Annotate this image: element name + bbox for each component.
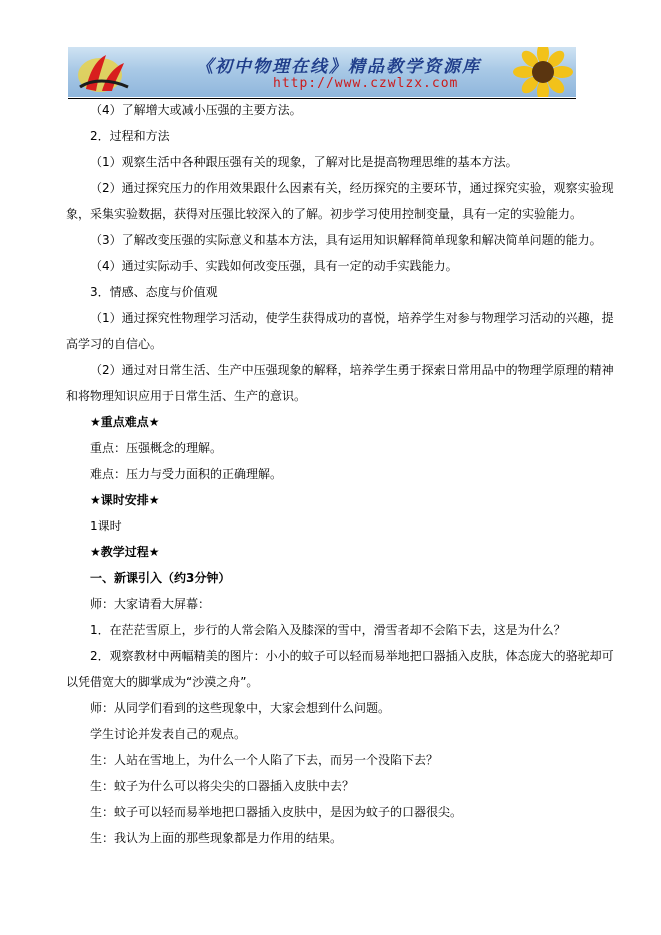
paragraph: 难点：压力与受力面积的正确理解。 (90, 467, 283, 481)
paragraph: 1课时 (90, 519, 122, 533)
paragraph: （2）通过探究压力的作用效果跟什么因素有关，经历探究的主要环节，通过探究实验，观察实验现 (90, 181, 614, 195)
section-heading: ★重点难点★ (90, 415, 160, 429)
paragraph: 和将物理知识应用于日常生活、生产的意识。 (66, 389, 307, 403)
banner-url: http://www.czwlzx.com (273, 76, 459, 91)
paragraph: （1）观察生活中各种跟压强有关的现象，了解对比是提高物理思维的基本方法。 (90, 155, 518, 169)
section-heading: 一、新课引入（约3分钟） (90, 571, 231, 585)
paragraph: 象，采集实验数据，获得对压强比较深入的了解。初步学习使用控制变量，具有一定的实验能力。 (66, 207, 583, 221)
sunflower-icon (512, 47, 574, 97)
section-heading: 2．过程和方法 (90, 129, 170, 143)
paragraph: 1．在茫茫雪原上，步行的人常会陷入及膝深的雪中，滑雪者却不会陷下去，这是为什么？ (90, 623, 566, 637)
paragraph: （2）通过对日常生活、生产中压强现象的解释，培养学生勇于探索日常用品中的物理学原理的精神 (90, 363, 614, 377)
paragraph: （1）通过探究性物理学习活动，使学生获得成功的喜悦，培养学生对参与物理学习活动的兴趣，提 (90, 311, 614, 325)
paragraph: 生：人站在雪地上，为什么一个人陷了下去，而另一个没陷下去？ (90, 753, 439, 767)
header-banner (68, 47, 576, 97)
paragraph: （4）了解增大或减小压强的主要方法。 (90, 103, 302, 117)
paragraph: 重点：压强概念的理解。 (90, 441, 223, 455)
paragraph: 师：大家请看大屏幕： (90, 597, 211, 611)
section-heading: ★教学过程★ (90, 545, 160, 559)
paragraph: （4）通过实际动手、实践如何改变压强，具有一定的动手实践能力。 (90, 259, 458, 273)
paragraph: 以凭借宽大的脚掌成为“沙漠之舟”。 (66, 675, 259, 689)
banner-title: 《初中物理在线》精品教学资源库 (196, 57, 481, 77)
section-heading: ★课时安排★ (90, 493, 160, 507)
paragraph: 师：从同学们看到的这些现象中，大家会想到什么问题。 (90, 701, 391, 715)
paragraph: 生：蚊子为什么可以将尖尖的口器插入皮肤中去？ (90, 779, 355, 793)
paragraph: 高学习的自信心。 (66, 337, 163, 351)
paragraph: 2．观察教材中两幅精美的图片：小小的蚊子可以轻而易举地把口器插入皮肤，体态庞大的骆驼却可 (90, 649, 614, 663)
paragraph: 学生讨论并发表自己的观点。 (90, 727, 247, 741)
paragraph: 生：我认为上面的那些现象都是力作用的结果。 (90, 831, 343, 845)
site-logo-icon (72, 49, 134, 95)
paragraph: 生：蚊子可以轻而易举地把口器插入皮肤中，是因为蚊子的口器很尖。 (90, 805, 463, 819)
section-heading: 3．情感、态度与价值观 (90, 285, 218, 299)
header-rule (68, 98, 576, 99)
paragraph: （3）了解改变压强的实际意义和基本方法，具有运用知识解释简单现象和解决简单问题的能力。 (90, 233, 602, 247)
